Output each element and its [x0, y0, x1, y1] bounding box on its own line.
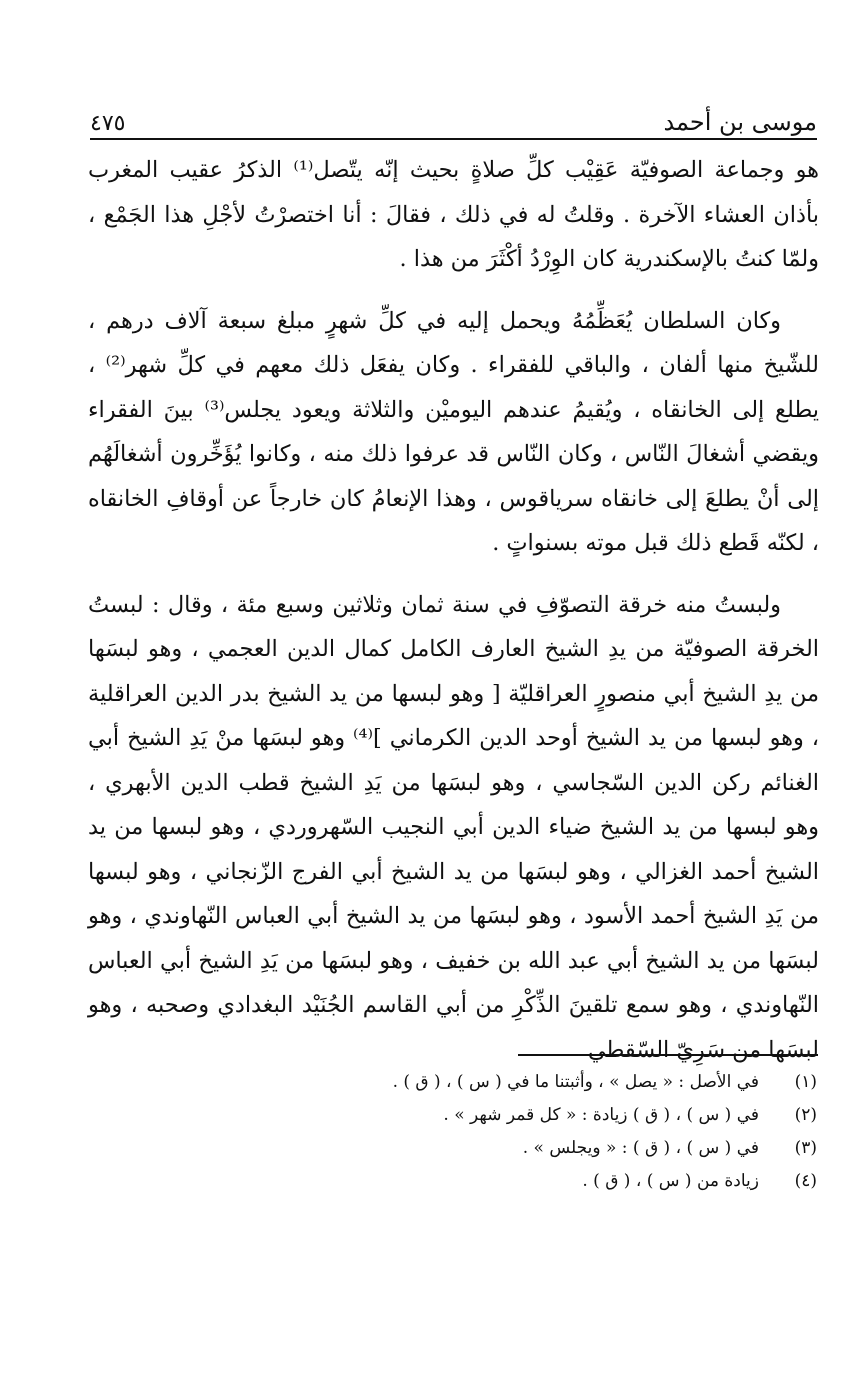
paragraph-3: ولبستُ منه خرقة التصوّفِ في سنة ثمان وثلاثين وسبع مئة ، وقال : لبستُ الخرقة الصوفيّة من يدِ الشيخ العارف الكامل كمال الدين العجمي ، وهو لبسَها من يدِ الشيخ أبي منصورٍ العراقليّة [ وهو لبسها من يد الشيخ بدر الدين العراقلية ، وهو لبسها من يد الشيخ أوحد الدين الكرماني ]⁽⁴⁾ وهو لبسَها منْ يَدِ الشيخ أبي الغنائم ركن الدين السّجاسي ، وهو لبسَها من يَدِ الشيخ قطب الدين الأبهري ، وهو لبسها من يد الشيخ ضياء الدين أبي النجيب السّهروردي ، وهو لبسها من يد الشيخ أحمد الغزالي ، وهو لبسَها من يد الشيخ أبي الفرج الزّنجاني ، وهو لبسها من يَدِ الشيخ أحمد الأسود ، وهو لبسَها من يد الشيخ أبي العباس النّهاوندي ، وهو لبسَها من يد الشيخ أبي عبد الله بن خفيف ، وهو لبسَها من يَدِ الشيخ أبي العباس النّهاوندي ، وهو سمع تلقينَ الذِّكْرِ من أبي القاسم الجُنَيْد البغدادي وصحبه ، وهو لبسَها من سَرِيّ السّقطي [88, 591, 819, 1063]
page-number: ٤٧٥ [90, 111, 126, 136]
footnote-text: في ( س ) ، ( ق ) : « ويجلس » . [522, 1138, 759, 1158]
footnote-number: (٤) [794, 1171, 817, 1191]
footnote-number: (٢) [794, 1105, 817, 1125]
paragraph-1: هو وجماعة الصوفيّة عَقِيْب كلِّ صلاةٍ بحيث إنّه يتّصل⁽¹⁾ الذكرُ عقيب المغرب بأذان العشاء الآخرة . وقلتُ له في ذلك ، فقالَ : أنا اختصرْتُ لأجْلِ هذا الجَمْع ، ولمّا كنتُ بالإسكندرية كان الوِرْدُ أكْثَرَ من هذا . [88, 157, 819, 272]
footnotes [200, 1066, 817, 1198]
footnote-text: زيادة من ( س ) ، ( ق ) . [582, 1171, 759, 1191]
footnote-3 [200, 1132, 817, 1165]
footnote-rule [518, 1054, 818, 1056]
paragraph-2: وكان السلطان يُعَظِّمُهُ ويحمل إليه في كلِّ شهرٍ مبلغ سبعة آلاف درهم ، للشّيخ منها ألفان ، والباقي للفقراء . وكان يفعَل ذلك معهم في كلِّ شهر⁽²⁾ ، يطلع إلى الخانقاه ، ويُقيمُ عندهم اليوميْن والثلاثة ويعود يجلس⁽³⁾ بينَ الفقراء ويقضي أشغالَ النّاس ، وكان النّاس قد عرفوا ذلك منه ، وكانوا يُؤَخِّرون أشغالَهُم إلى أنْ يطلعَ إلى خانقاه سرياقوس ، وهذا الإنعامُ كان خارجاً عن أوقافِ الخانقاه ، لكنّه قَطع ذلك قبل موته بسنواتٍ . [88, 307, 819, 556]
page-header [90, 100, 817, 136]
footnote-4 [200, 1165, 817, 1198]
body-text [88, 148, 819, 1072]
footnote-2 [200, 1099, 817, 1132]
header-rule [90, 138, 817, 140]
footnote-number: (٣) [794, 1138, 817, 1158]
footnote-1 [200, 1066, 817, 1099]
footnote-text: في الأصل : « يصل » ، وأثبتنا ما في ( س ) ، ( ق ) . [392, 1072, 759, 1092]
footnote-text: في ( س ) ، ( ق ) زيادة : « كل قمر شهر » . [443, 1105, 759, 1125]
running-title: موسى بن أحمد [663, 108, 817, 136]
footnote-number: (١) [794, 1072, 817, 1092]
